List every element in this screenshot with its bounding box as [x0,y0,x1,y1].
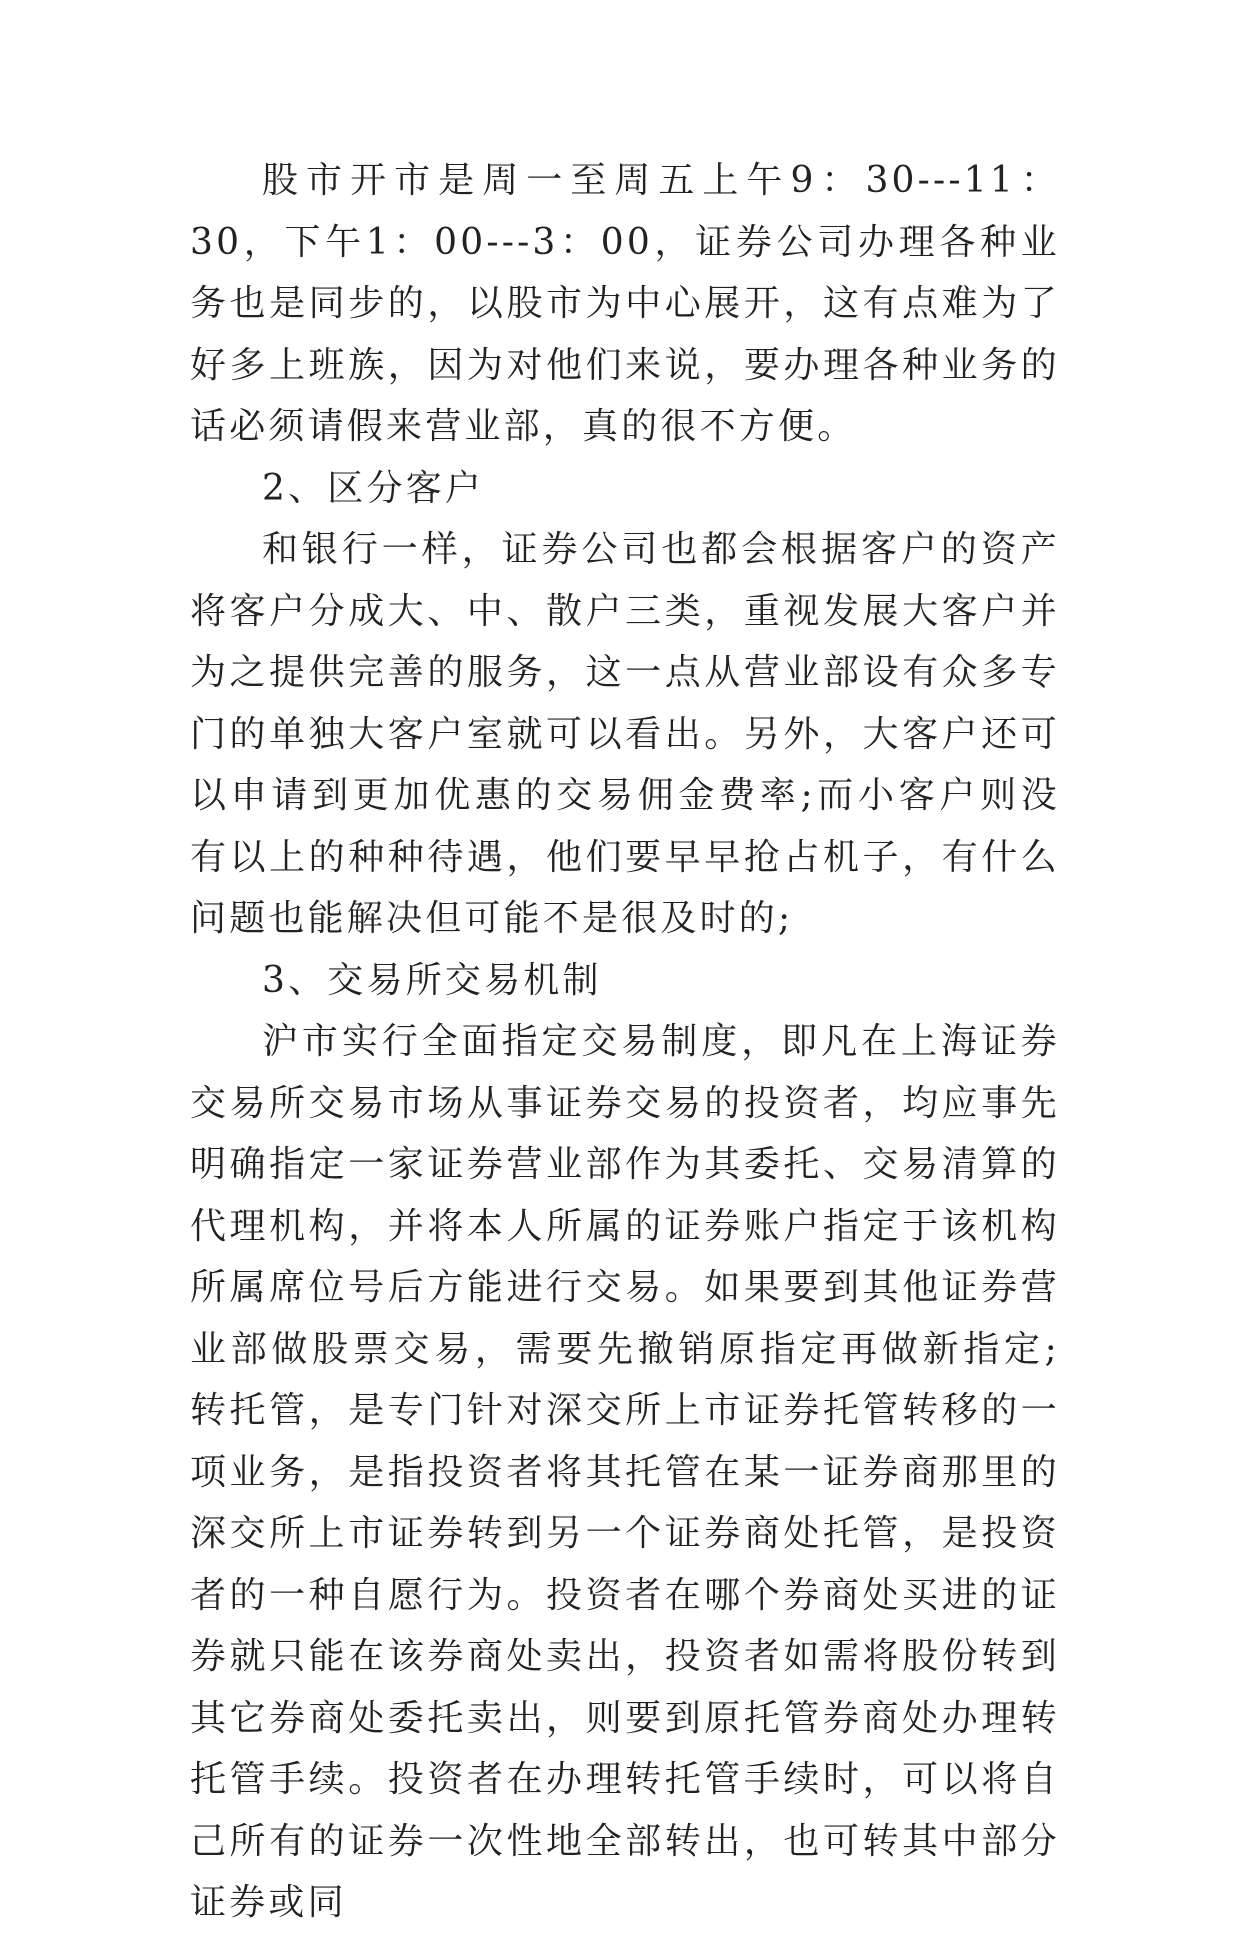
paragraph-trading-hours: 股市开市是周一至周五上午9：30---11：30，下午1：00---3：00，证券公司办理各种业务也是同步的，以股市为中心展开，这有点难为了好多上班族，因为对他们来说，要办理各种业务的话必须请假来营业部，真的很不方便。 [190,160,1060,447]
paragraph-exchange-mechanism: 沪市实行全面指定交易制度，即凡在上海证券交易所交易市场从事证券交易的投资者，均应事先明确指定一家证券营业部作为其委托、交易清算的代理机构，并将本人所属的证券账户指定于该机构所属席位号后方能进行交易。如果要到其他证券营业部做股票交易，需要先撤销原指定再做新指定;转托管，是专门针对深交所上市证券托管转移的一项业务，是指投资者将其托管在某一证券商那里的深交所上市证券转到另一个证券商处托管，是投资者的一种自愿行为。投资者在哪个券商处买进的证券就只能在该券商处卖出，投资者如需将股份转到其它券商处委托卖出，则要到原托管券商处办理转托管手续。投资者在办理转托管手续时，可以将自己所有的证券一次性地全部转出，也可转其中部分证券或同 [190,1021,1060,1923]
section-heading-customers: 2、区分客户 [262,467,485,509]
paragraph-customer-tiers: 和银行一样，证券公司也都会根据客户的资产将客户分成大、中、散户三类，重视发展大客户并为之提供完善的服务，这一点从营业部设有众多专门的单独大客户室就可以看出。另外，大客户还可以申请到更加优惠的交易佣金费率;而小客户则没有以上的种种待遇，他们要早早抢占机子，有什么问题也能解决但可能不是很及时的; [190,529,1060,939]
document-page [190,150,1060,1934]
section-heading-exchange: 3、交易所交易机制 [262,959,602,1001]
